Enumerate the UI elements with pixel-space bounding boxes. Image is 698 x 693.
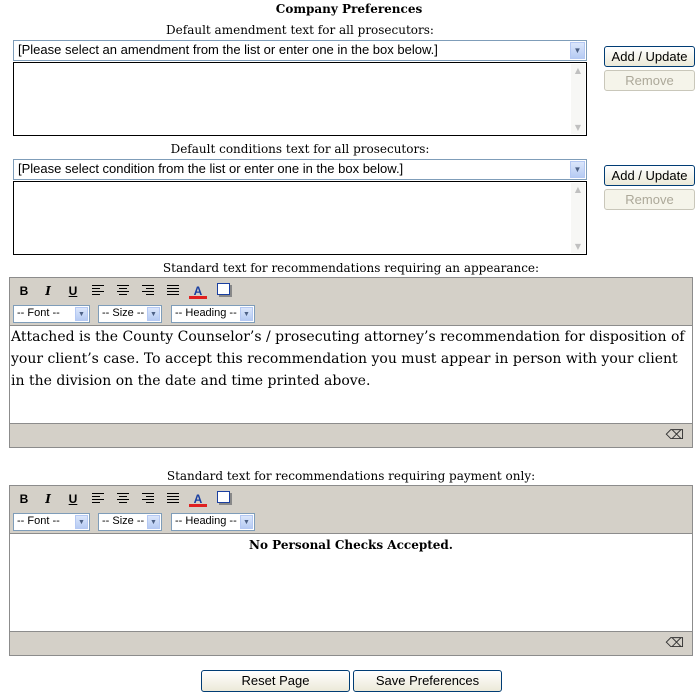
font-select-value: -- Font --: [17, 307, 60, 319]
amendment-select-value: [Please select an amendment from the list or enter one in the box below.]: [18, 42, 438, 57]
chevron-down-icon[interactable]: ▼: [240, 515, 253, 529]
align-left-icon[interactable]: [89, 283, 107, 299]
font-select[interactable]: [13, 305, 90, 323]
align-right-icon[interactable]: [139, 491, 157, 507]
scroll-up-icon[interactable]: ▲: [574, 66, 582, 75]
underline-icon[interactable]: U: [68, 284, 78, 298]
payment-toolbar: [10, 486, 692, 534]
conditions-add-update-button[interactable]: Add / Update: [604, 165, 695, 186]
font-select[interactable]: [13, 513, 90, 531]
heading-select-value: -- Heading --: [175, 515, 237, 527]
align-center-icon[interactable]: [114, 283, 132, 299]
eraser-icon[interactable]: ⌫: [665, 428, 684, 443]
payment-label: Standard text for recommendations requiring payment only:: [166, 469, 536, 483]
scroll-up-icon[interactable]: ▲: [574, 185, 582, 194]
amendment-remove-button[interactable]: Remove: [604, 70, 695, 91]
conditions-textarea[interactable]: [13, 181, 587, 255]
chevron-down-icon[interactable]: ▼: [75, 307, 88, 321]
underline-icon[interactable]: U: [68, 492, 78, 506]
heading-select[interactable]: [171, 513, 255, 531]
appearance-editor: [9, 277, 693, 448]
heading-select-value: -- Heading --: [175, 307, 237, 319]
conditions-label: Default conditions text for all prosecutors:: [170, 142, 430, 156]
payment-editor: [9, 485, 693, 656]
chevron-down-icon[interactable]: ▼: [75, 515, 88, 529]
size-select[interactable]: [98, 305, 162, 323]
amendment-textarea[interactable]: [13, 62, 587, 136]
font-select-value: -- Font --: [17, 515, 60, 527]
save-preferences-button[interactable]: Save Preferences: [353, 670, 502, 692]
italic-icon[interactable]: I: [45, 284, 51, 298]
amendment-add-update-button[interactable]: Add / Update: [604, 46, 695, 67]
size-select-value: -- Size --: [102, 515, 145, 527]
italic-icon[interactable]: I: [45, 492, 51, 506]
amendment-select[interactable]: [13, 40, 587, 61]
bold-icon[interactable]: B: [19, 284, 29, 298]
font-color-icon[interactable]: A: [189, 491, 207, 507]
chevron-down-icon[interactable]: ▼: [147, 307, 160, 321]
size-select-value: -- Size --: [102, 307, 145, 319]
chevron-down-icon[interactable]: ▼: [240, 307, 253, 321]
conditions-remove-button[interactable]: Remove: [604, 189, 695, 210]
chevron-down-icon[interactable]: ▼: [147, 515, 160, 529]
appearance-content[interactable]: Attached is the County Counselor’s / prosecuting attorney’s recommendation for disposition of your client’s case. To accept this recommendation you must appear in person with your client in the division on the date and time printed above.: [11, 329, 685, 389]
align-right-icon[interactable]: [139, 283, 157, 299]
size-select[interactable]: [98, 513, 162, 531]
reset-page-button[interactable]: Reset Page: [201, 670, 350, 692]
payment-statusbar: [10, 631, 692, 655]
appearance-statusbar: [10, 423, 692, 447]
amendment-scrollbar[interactable]: [571, 64, 585, 134]
appearance-toolbar: [10, 278, 692, 326]
html-source-icon[interactable]: [214, 491, 232, 507]
scroll-down-icon[interactable]: ▼: [574, 242, 582, 251]
appearance-label: Standard text for recommendations requiring an appearance:: [162, 261, 540, 275]
align-center-icon[interactable]: [114, 491, 132, 507]
justify-icon[interactable]: [164, 283, 182, 299]
html-source-icon[interactable]: [214, 283, 232, 299]
chevron-down-icon[interactable]: ▼: [570, 42, 585, 59]
bold-icon[interactable]: B: [19, 492, 29, 506]
conditions-scrollbar[interactable]: [571, 183, 585, 253]
justify-icon[interactable]: [164, 491, 182, 507]
heading-select[interactable]: [171, 305, 255, 323]
payment-content[interactable]: No Personal Checks Accepted.: [249, 538, 453, 552]
page-title: Company Preferences: [275, 2, 423, 16]
align-left-icon[interactable]: [89, 491, 107, 507]
chevron-down-icon[interactable]: ▼: [570, 161, 585, 178]
font-color-icon[interactable]: A: [189, 283, 207, 299]
scroll-down-icon[interactable]: ▼: [574, 123, 582, 132]
amendment-label: Default amendment text for all prosecutors:: [166, 23, 434, 37]
eraser-icon[interactable]: ⌫: [665, 636, 684, 651]
conditions-select-value: [Please select condition from the list or enter one in the box below.]: [18, 161, 404, 176]
conditions-select[interactable]: [13, 159, 587, 180]
